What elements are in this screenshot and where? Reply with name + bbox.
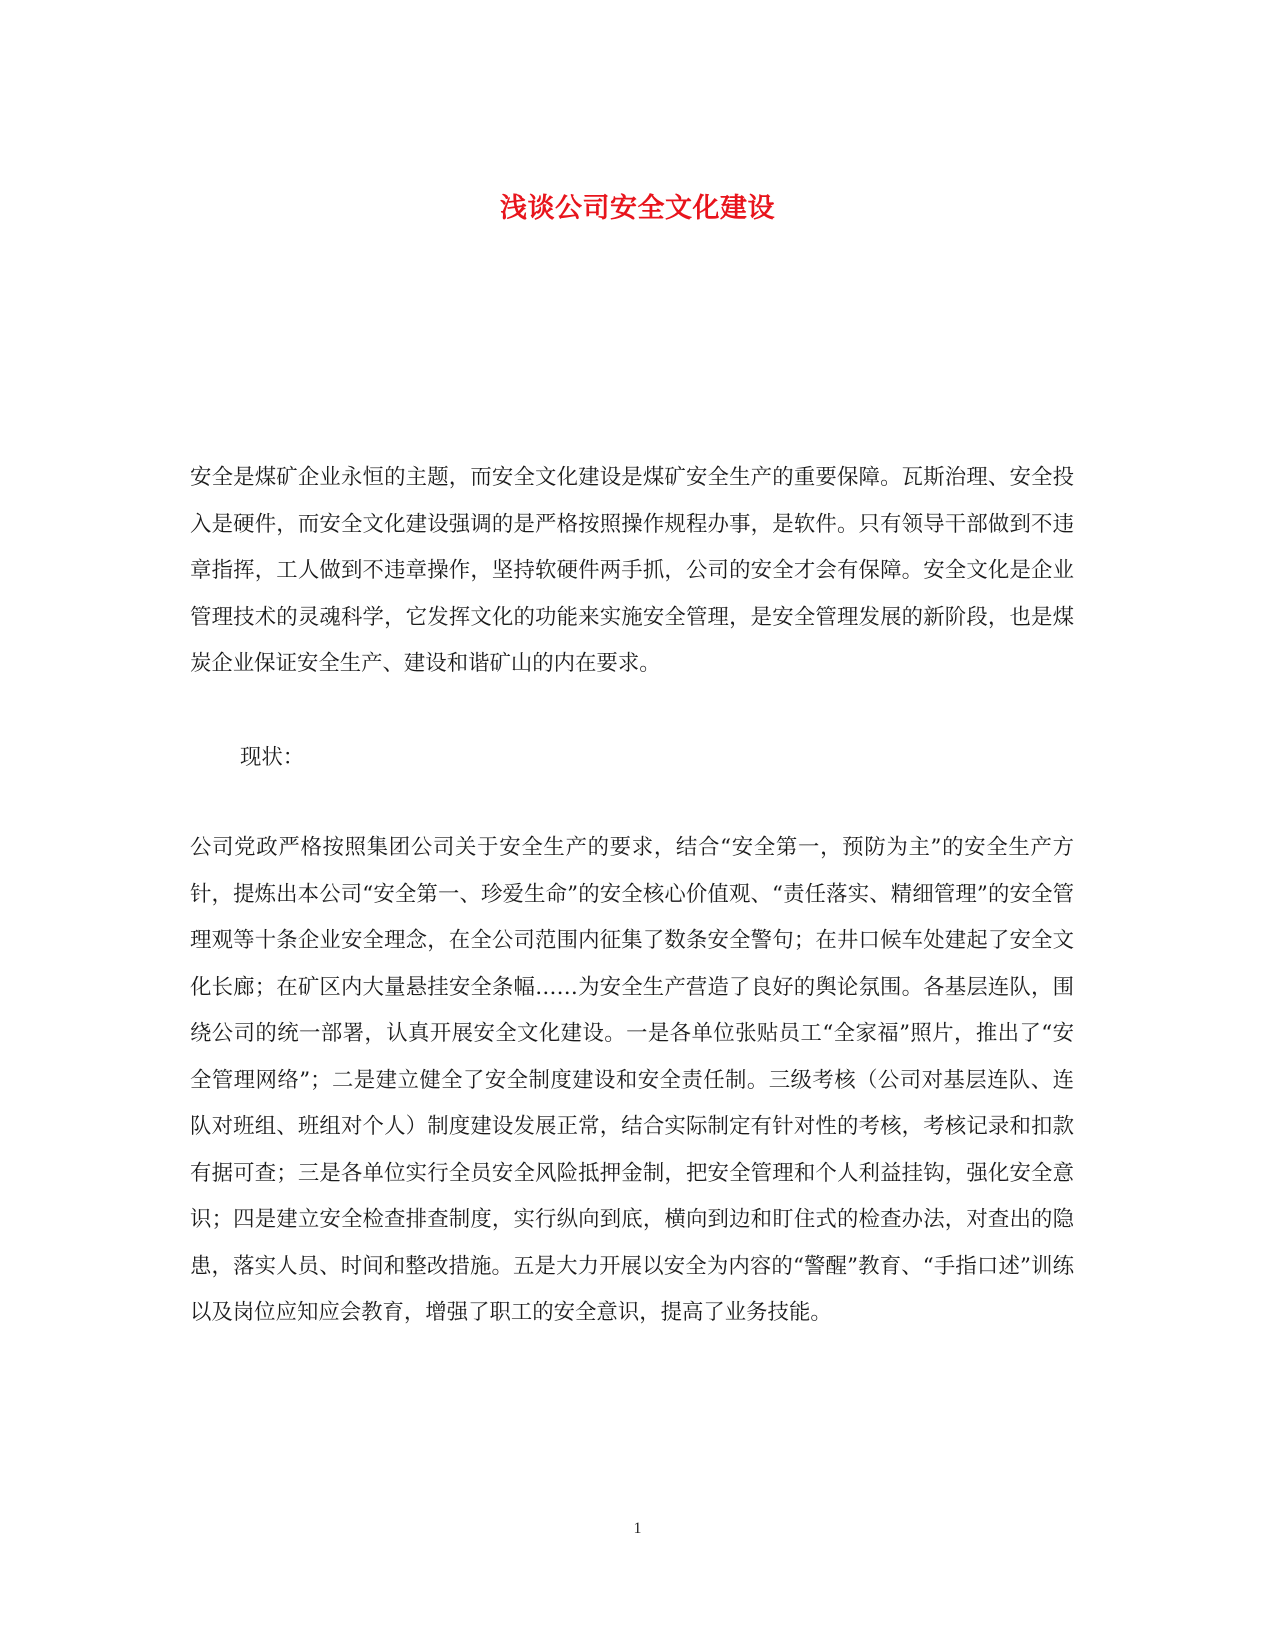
page-number: 1: [633, 1520, 642, 1537]
section-heading-status: 现状：: [240, 745, 305, 770]
page-title: 浅谈公司安全文化建设: [500, 193, 775, 225]
intro-paragraph: 安全是煤矿企业永恒的主题，而安全文化建设是煤矿安全生产的重要保障。瓦斯治理、安全投入是硬件，而安全文化建设强调的是严格按照操作规程办事，是软件。只有领导干部做到不违章指挥，工人做到不违章操作，坚持软硬件两手抓，公司的安全才会有保障。安全文化是企业管理技术的灵魂科学，它发挥文化的功能来实施安全管理，是安全管理发展的新阶段，也是煤炭企业保证安全生产、建设和谐矿山的内在要求。: [190, 465, 1074, 676]
status-paragraph: 公司党政严格按照集团公司关于安全生产的要求，结合“安全第一，预防为主”的安全生产方针，提炼出本公司“安全第一、珍爱生命”的安全核心价值观、“责任落实、精细管理”的安全管理观等十条企业安全理念，在全公司范围内征集了数条安全警句；在井口候车处建起了安全文化长廊；在矿区内大量悬挂安全条幅……为安全生产营造了良好的舆论氛围。各基层连队，围绕公司的统一部署，认真开展安全文化建设。一是各单位张贴员工“全家福”照片，推出了“安全管理网络”；二是建立健全了安全制度建设和安全责任制。三级考核（公司对基层连队、连队对班组、班组对个人）制度建设发展正常，结合实际制定有针对性的考核，考核记录和扣款有据可查；三是各单位实行全员安全风险抵押金制，把安全管理和个人利益挂钩，强化安全意识；四是建立安全检查排查制度，实行纵向到底，横向到边和盯住式的检查办法，对查出的隐患，落实人员、时间和整改措施。五是大力开展以安全为内容的“警醒”教育、“手指口述”训练以及岗位应知应会教育，增强了职工的安全意识，提高了业务技能。: [190, 835, 1074, 1325]
